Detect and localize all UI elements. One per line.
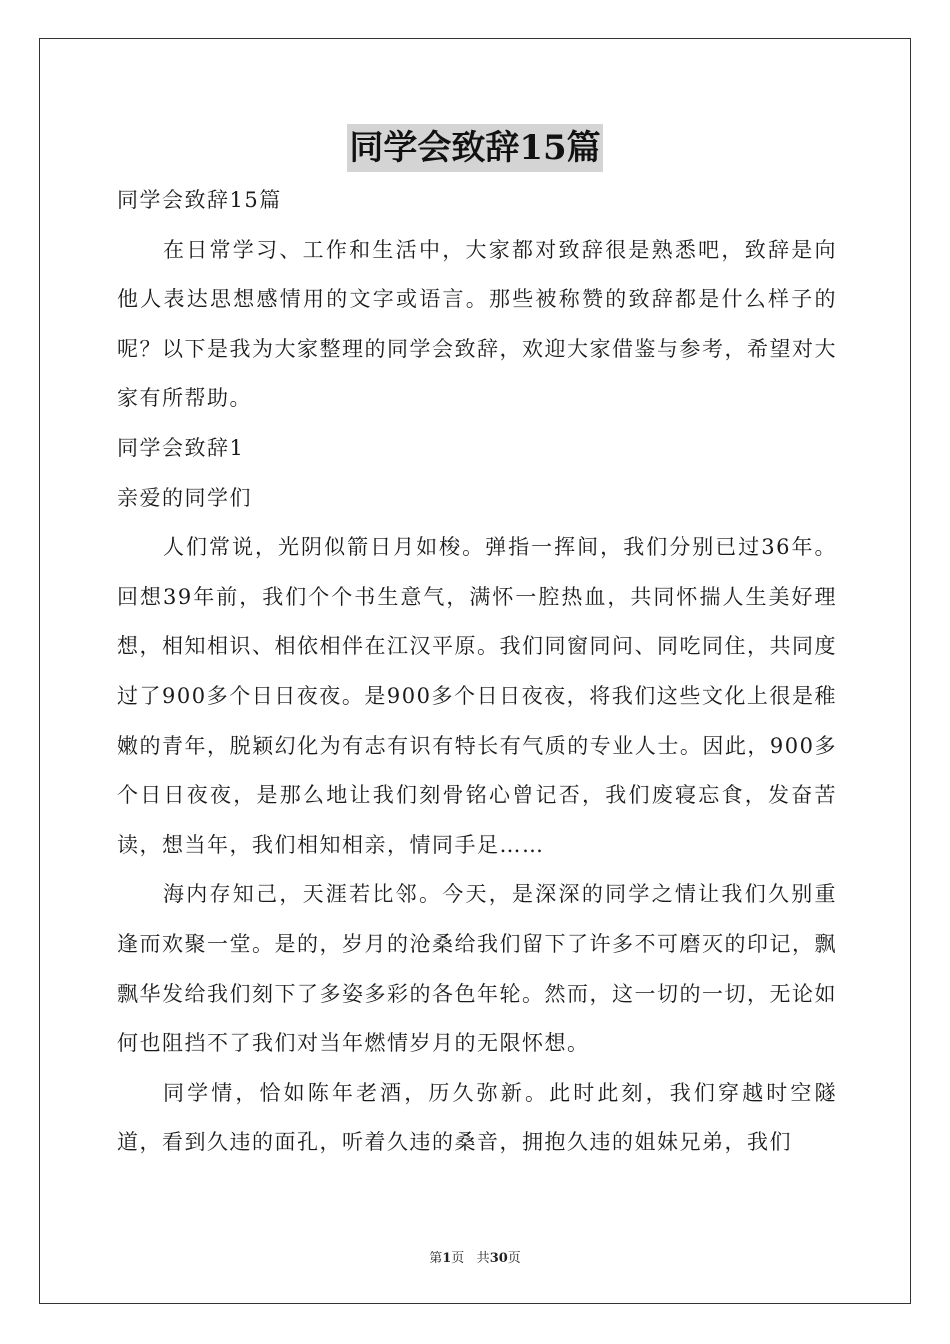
section-heading: 同学会致辞1: [117, 435, 245, 460]
paragraph: 同学会致辞15篇: [117, 188, 282, 212]
paragraph: 在日常学习、工作和生活中，大家都对致辞很是熟悉吧，致辞是向他人表达思想感情用的文字或语言。那些被称赞的致辞都是什么样子的呢？以下是我为大家整理的同学会致辞，欢迎大家借鉴与参考，希望对大家有所帮助。: [117, 237, 837, 411]
page-suffix: 页: [451, 1251, 465, 1266]
title-container: [0, 124, 950, 172]
page-prefix: 第: [429, 1251, 443, 1266]
paragraph: 人们常说，光阴似箭日月如梭。弹指一挥间，我们分别已过36年。回想39年前，我们个个书生意气，满怀一腔热血，共同怀揣人生美好理想，相知相识、相依相伴在江汉平原。我们同窗同问、同吃同住，共同度过了900多个日日夜夜。是900多个日日夜夜，将我们这些文化上很是稚嫩的青年，脱颖幻化为有志有识有特长有气质的专业人士。因此，900多个日日夜夜，是那么地让我们刻骨铭心曾记否，我们废寝忘食，发奋苦读，想当年，我们相知相亲，情同手足……: [117, 535, 837, 857]
paragraph: 同学情，恰如陈年老酒，历久弥新。此时此刻，我们穿越时空隧道，看到久违的面孔，听着久违的桑音，拥抱久违的姐妹兄弟，我们: [117, 1080, 837, 1155]
salutation: 亲爱的同学们: [117, 485, 252, 510]
page-footer: [0, 1247, 950, 1266]
paragraph: 海内存知己，天涯若比邻。今天，是深深的同学之情让我们久别重逢而欢聚一堂。是的，岁月的沧桑给我们留下了许多不可磨灭的印记，飘飘华发给我们刻下了多姿多彩的各色年轮。然而，这一切的一切，无论如何也阻挡不了我们对当年燃情岁月的无限怀想。: [117, 882, 837, 1056]
total-prefix: 共: [476, 1251, 490, 1266]
total-suffix: 页: [507, 1251, 521, 1266]
document-title: 同学会致辞15篇: [347, 124, 602, 172]
document-body: [117, 176, 837, 1168]
current-page-number: 1: [442, 1251, 452, 1266]
total-page-number: 30: [489, 1251, 508, 1266]
